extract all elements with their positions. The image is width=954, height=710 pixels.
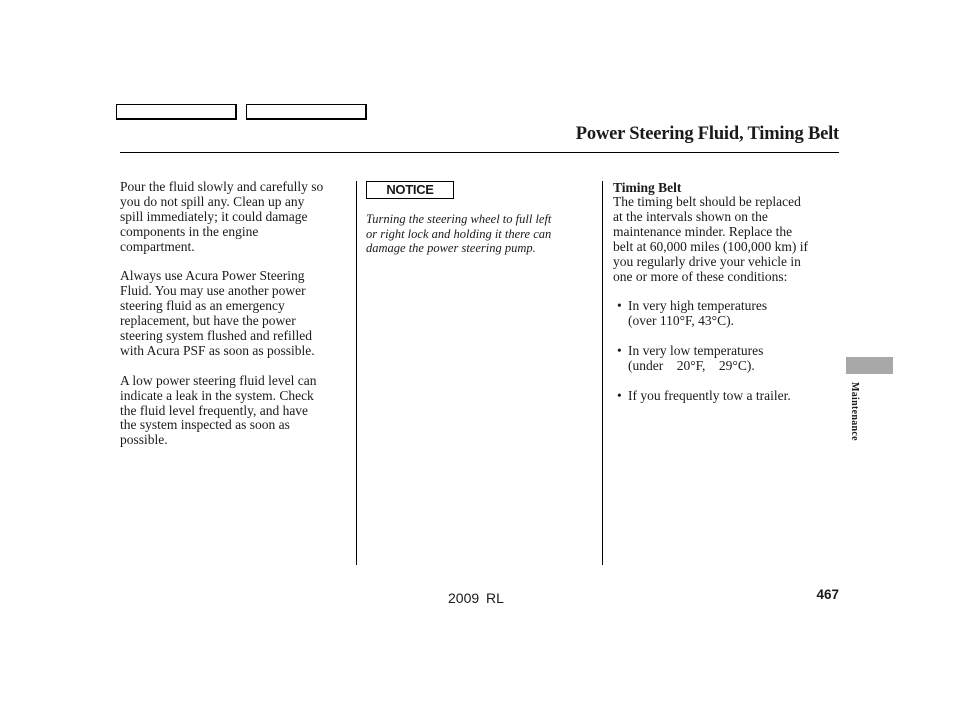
page-number: 467 (816, 587, 839, 602)
bullet-icon: • (617, 298, 622, 314)
column-divider-left (356, 181, 357, 565)
text-line: replacement, but have the power (120, 313, 296, 329)
text-line: (over 110°F, 43°C). (628, 313, 734, 329)
bullet-icon: • (617, 343, 622, 359)
text-line: with Acura PSF as soon as possible. (120, 342, 315, 358)
text-line: Fluid. You may use another power (120, 283, 306, 299)
text-line: In very low temperatures (628, 343, 764, 359)
text-line: If you frequently tow a trailer. (628, 387, 791, 403)
text-line: A low power steering fluid level can (120, 372, 317, 388)
text-line: or right lock and holding it there can (366, 226, 552, 241)
text-line: Pour the fluid slowly and carefully so (120, 179, 324, 194)
text-line: possible. (120, 432, 168, 448)
text-line: the fluid level frequently, and have (120, 402, 309, 418)
nav-tab-next[interactable] (246, 104, 367, 120)
text-line: The timing belt should be replaced (613, 194, 801, 209)
right-column (613, 180, 839, 419)
text-line: compartment. (120, 238, 195, 254)
paragraph-use-acura-fluid (120, 269, 350, 358)
list-item (613, 344, 839, 374)
text-line: belt at 60,000 miles (100,000 km) if (613, 238, 808, 254)
text-line: damage the power steering pump. (366, 241, 536, 256)
bullet-icon: • (617, 387, 622, 403)
text-line: one or more of these conditions: (613, 268, 788, 284)
notice-text (366, 212, 596, 256)
text-line: In very high temperatures (628, 298, 768, 314)
list-item (613, 389, 839, 404)
paragraph-timing-belt-intro (613, 195, 839, 284)
text-line: steering system flushed and refilled (120, 328, 312, 344)
text-line: you regularly drive your vehicle in (613, 253, 801, 269)
column-divider-right (602, 181, 603, 565)
text-line: (under 20°F, 29°C). (628, 357, 755, 373)
text-line: at the intervals shown on the (613, 208, 768, 224)
text-line: indicate a leak in the system. Check (120, 387, 314, 403)
paragraph-pour-fluid (120, 180, 350, 255)
title-divider (120, 152, 839, 153)
text-line: components in the engine (120, 223, 259, 239)
text-line: the system inspected as soon as (120, 417, 290, 433)
section-tab-marker (846, 357, 893, 374)
list-item (613, 299, 839, 329)
paragraph-low-fluid-level (120, 374, 350, 449)
section-heading-timing-belt: Timing Belt (613, 180, 682, 195)
text-line: maintenance minder. Replace the (613, 223, 793, 239)
text-line: you do not spill any. Clean up any (120, 193, 305, 209)
text-line: Always use Acura Power Steering (120, 268, 305, 284)
nav-tab-previous[interactable] (116, 104, 237, 120)
text-line: spill immediately; it could damage (120, 208, 308, 224)
footer-model: 2009 RL (448, 590, 504, 606)
conditions-list (613, 299, 839, 403)
middle-column (366, 180, 596, 256)
text-line: steering fluid as an emergency (120, 298, 285, 314)
text-line: Turning the steering wheel to full left (366, 212, 552, 226)
section-tab-label: Maintenance (849, 382, 860, 441)
page-title: Power Steering Fluid, Timing Belt (575, 124, 839, 144)
notice-label: NOTICE (366, 181, 454, 199)
left-column (120, 180, 350, 463)
